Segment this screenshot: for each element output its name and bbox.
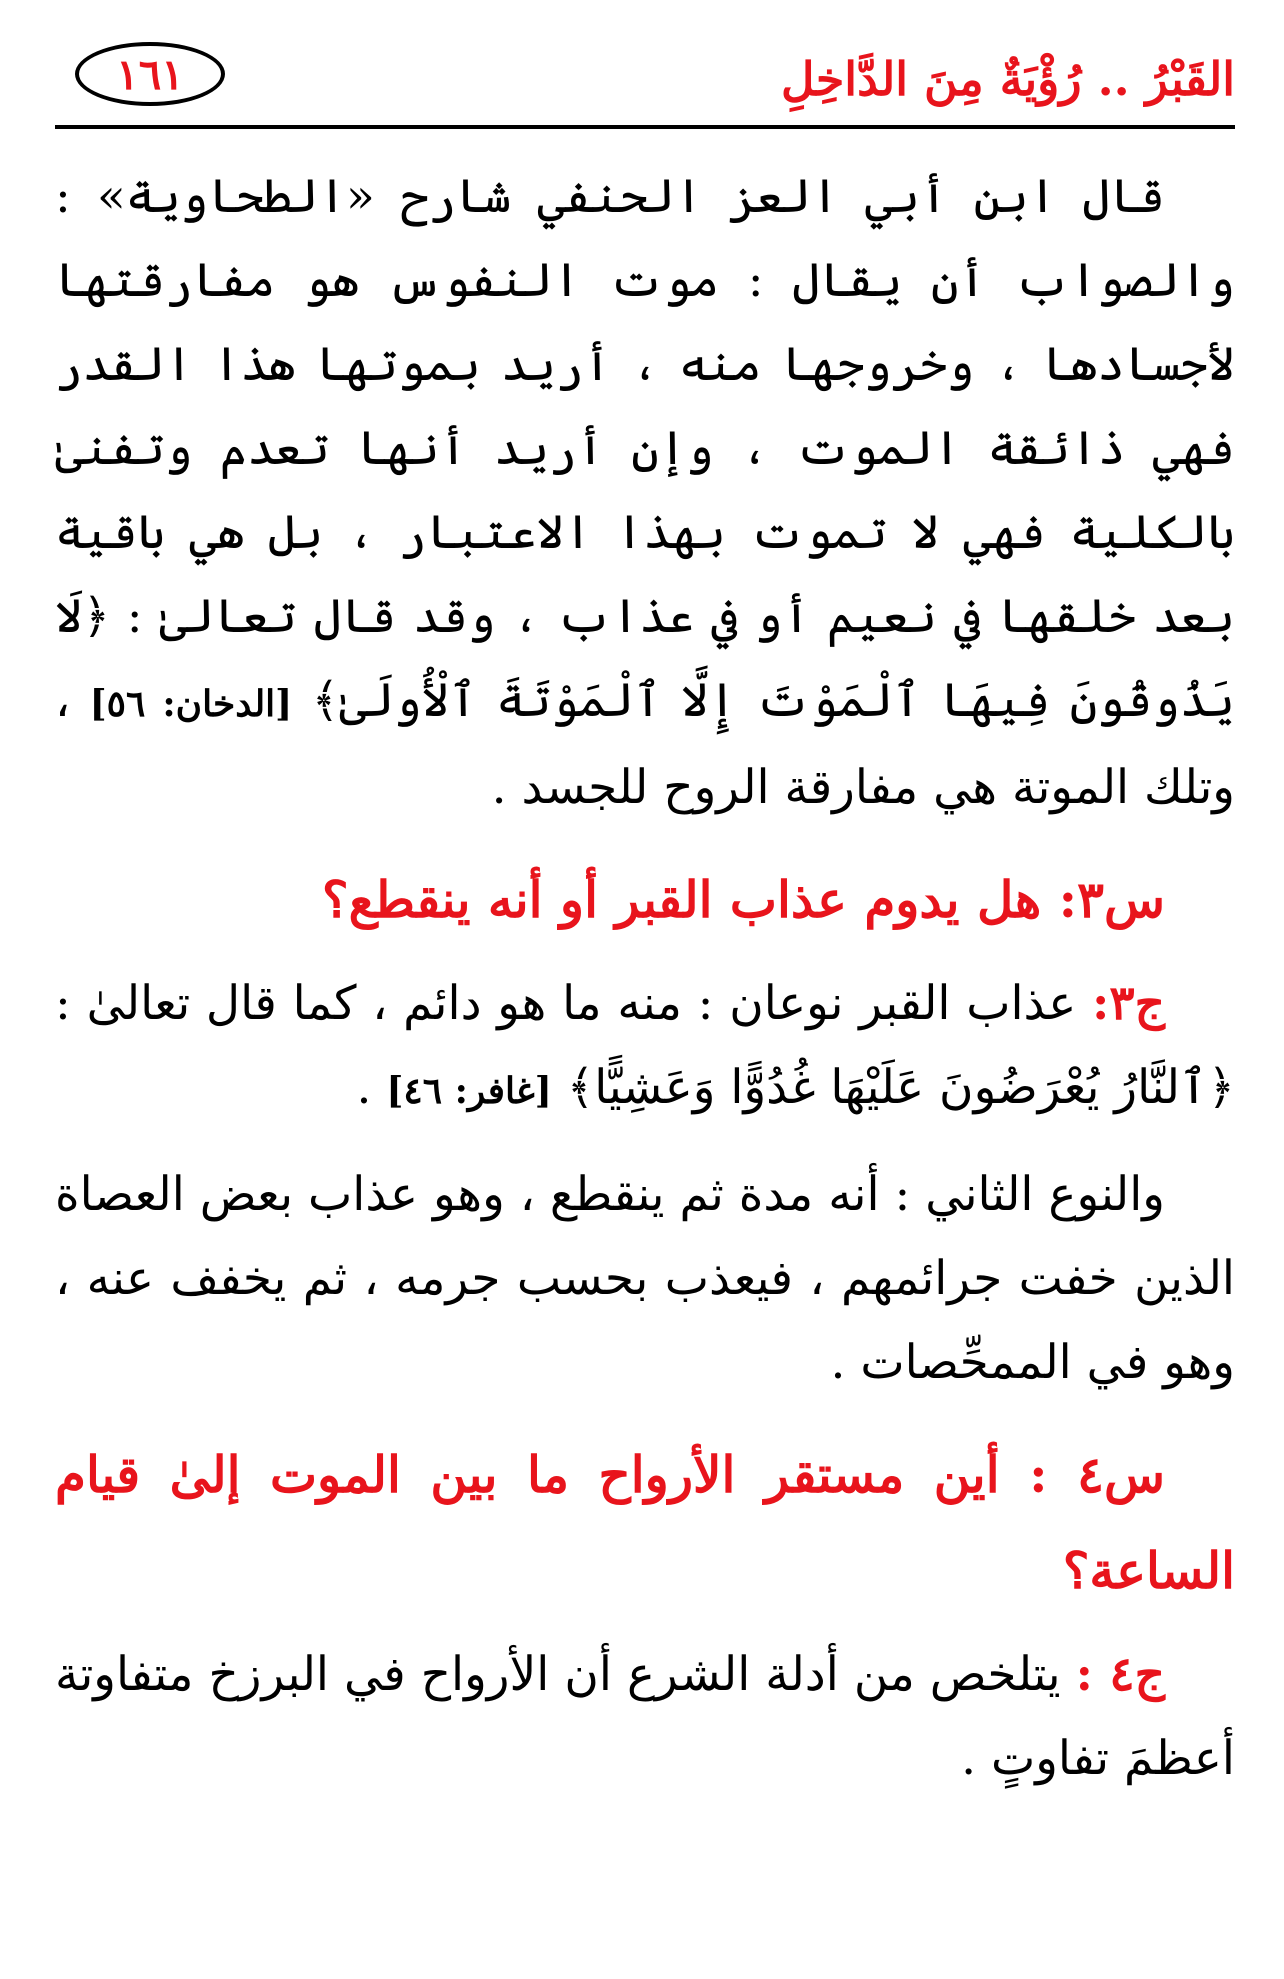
paragraph-text-end: ، وتلك الموتة هي مفارقة الروح للجسد .	[55, 673, 1235, 815]
answer-label: ج٤ :	[1075, 1647, 1165, 1702]
paragraph-text: قال ابن أبي العز الحنفي شارح «الطحاوية» : والصواب أن يقال : موت النفوس هو مفارقتها لأجسادها ، وخروجها منه ، أريد بموتها هذا القدر فهي ذائقة الموت ، وإن أريد أنها تعدم وتفنىٰ بالكلية فهي لا تموت بهذا الاعتبار ، بل هي باقية بعد خلقها في نعيم أو في عذاب ، وقد قال تعالىٰ :	[55, 169, 1235, 644]
answer-3	[55, 962, 1235, 1133]
page-number: ١٦١	[75, 42, 225, 106]
verse-citation: [الدخان: ٥٦]	[89, 683, 293, 725]
quran-verse: ﴿ٱلنَّارُ يُعْرَضُونَ عَلَيْهَا غُدُوًّا وَعَشِيًّا﴾	[566, 1060, 1235, 1115]
answer-text-end: .	[356, 1060, 372, 1115]
question-3: س٣: هل يدوم عذاب القبر أو أنه ينقطع؟	[322, 870, 1165, 929]
running-title: القَبْرُ .. رُؤْيَةٌ مِنَ الدَّاخِلِ	[781, 52, 1235, 106]
answer-label: ج٣:	[1092, 976, 1165, 1031]
answer-4	[55, 1633, 1235, 1801]
book-page	[55, 30, 1235, 1950]
page-header	[55, 30, 1235, 129]
paragraph-second-type: والنوع الثاني : أنه مدة ثم ينقطع ، وهو عذاب بعض العصاة الذين خفت جرائمهم ، فيعذب بحسب جرمه ، ثم يخفف عنه ، وهو في الممحِّصات .	[55, 1167, 1235, 1390]
page-body	[55, 155, 1235, 1801]
answer-text: عذاب القبر نوعان : منه ما هو دائم ، كما قال تعالىٰ :	[55, 976, 1077, 1031]
paragraph-quote-ibn-abi-al-izz	[55, 155, 1235, 830]
spacer	[55, 1133, 1235, 1153]
question-4: س٤ : أين مستقر الأرواح ما بين الموت إلىٰ قيام الساعة؟	[55, 1445, 1235, 1600]
verse-citation: [غافر: ٤٦]	[386, 1070, 552, 1112]
quran-verse: ﴿لَا يَذُوقُونَ فِيهَا ٱلْمَوْتَ إِلَّا ٱلْمَوْتَةَ ٱلْأُولَىٰ﴾	[55, 589, 1235, 728]
answer-text: يتلخص من أدلة الشرع أن الأرواح في البرزخ متفاوتة أعظمَ تفاوتٍ .	[55, 1647, 1235, 1786]
